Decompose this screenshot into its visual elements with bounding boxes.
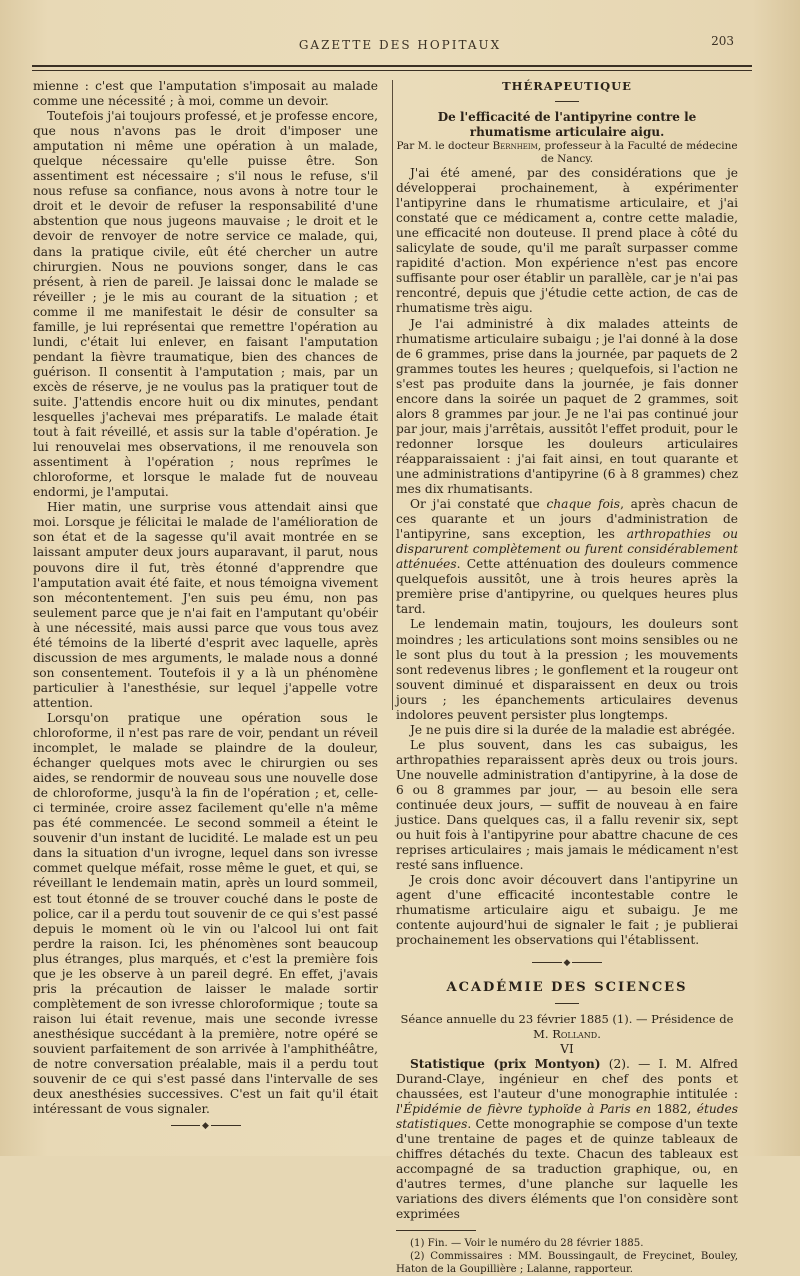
header-rule [32, 65, 752, 67]
paragraph [396, 497, 738, 617]
footnote: (1) Fin. — Voir le numéro du 28 février 1885. [410, 1238, 644, 1250]
left-column [33, 79, 378, 1135]
president-name: Rolland [552, 1026, 598, 1041]
seance-end: . [597, 1026, 601, 1041]
article-title: De l'efficacité de l'antipyrine contre le rhumatisme articulaire aigu. [437, 110, 697, 140]
seance-line [396, 1012, 738, 1042]
byline [396, 140, 738, 166]
text: 1882, [651, 1101, 697, 1116]
emphasis: arthropathies ou disparurent complètement ou furent considérablement atténuées [396, 527, 738, 572]
paragraph: Je ne puis dire si la durée de la maladie est abrégée. [410, 722, 736, 737]
seance-text: Séance annuelle du 23 février 1885 (1). — Présidence de M. [400, 1011, 734, 1041]
paragraph: Je crois donc avoir découvert dans l'antipyrine un agent d'une efficacité incontestable contre le rhumatisme articulaire aigu et subaigu. Je me contente aujourd'hui de signaler le fait ; je publierai prochainement les observations qui l'établissent. [396, 873, 738, 948]
text: (2). — I. M. Alfred Durand-Claye, ingénieur en chef des ponts et chaussées, est l'auteur d'une monographie intitulée : [396, 1056, 738, 1101]
emphasis: l'Épidémie de fièvre typhoïde à Paris en [396, 1101, 652, 1116]
end-ornament: ◆ [33, 1119, 378, 1133]
paragraph: Le lendemain matin, toujours, les douleurs sont moindres ; les articulations sont moins sensibles ou ne le sont plus du tout à la pression ; les mouvements sont redevenus libres ; le gonflement et la rougeur ont souvent diminué et disparaissent en deux ou trois jours ; les épanchements articulaires devenus indolores peuvent persister plus longtemps. [396, 617, 738, 722]
paragraph: Hier matin, une surprise vous attendait ainsi que moi. Lorsque je félicitai le malade de l'amélioration de son état et de la sagesse qu'il avait montrée en se laissant amputer deux jours auparavant, il parut, nous pouvons dire il fut, très étonné d'apprendre que l'amputation avait été faite, et nous témoigna vivement son mécontentement. J'en suis peu ému, non pas seulement parce que je n'ai fait en l'amputant qu'obéir à une nécessité, mais aussi parce que vous tous avez été témoins de la liberté d'esprit avec laquelle, après discussion de mes arguments, le malade nous a donné son consentement. Toutefois il y a là un phénomène particulier à l'anesthésie, sur lequel j'appelle votre attention. [33, 500, 378, 710]
paragraph: Le plus souvent, dans les cas subaigus, les arthropathies reparaissent après deux ou trois jours. Une nouvelle administration d'antipyrine, à la dose de 6 ou 8 grammes par jour, — au besoin elle sera continuée deux jours, — suffit de nouveau à en faire justice. Dans quelques cas, il a fallu revenir six, sept ou huit fois à l'antipyrine pour abattre chacune de ces reprises articulaires ; mais jamais le médicament n'est resté sans influence. [396, 737, 738, 873]
footnote-rule [396, 1230, 476, 1231]
running-head [0, 34, 800, 58]
subsection-title: Statistique (prix Montyon) [410, 1056, 601, 1071]
footnote: (2) Commissaires : MM. Boussingault, de Freycinet, Bouley, Haton de la Goupillière ; Lalanne, rapporteur. [396, 1251, 738, 1276]
byline-suffix: , professeur à la Faculté de médecine de Nancy. [537, 140, 738, 166]
paragraph: Lorsqu'on pratique une opération sous le chloroforme, il n'est pas rare de voir, pendant un réveil incomplet, le malade se plaindre de la douleur, échanger quelques mots avec le chirurgien ou ses aides, se rendormir de nouveau sous une nouvelle dose de chloroforme, jusqu'à la fin de l'opération ; et, celle-ci terminée, croire assez facilement qu'elle n'a même pas été commencée. Le second sommeil a éteint le souvenir d'un instant de lucidité. Le malade est un peu dans la situation d'un ivrogne, lequel dans son ivresse commet quelque méfait, rosse même le guet, et qui, se réveillant le lendemain matin, après un lourd sommeil, est tout étonné de se trouver couché dans le poste de police, car il a perdu tout souvenir de ce qui s'est passé depuis le moment où le vin ou l'alcool lui ont fait perdre la raison. Ici, les phénomènes sont beaucoup plus étranges, plus marqués, et c'est la première fois que je les observe à un pareil degré. En effet, j'avais pris la précaution de laisser le malade sortir complètement de son ivresse chloroformique ; toute sa raison lui était revenue, mais une seconde ivresse anesthésique succédant à la première, notre opéré se souvient parfaitement de son arrivée à l'amphithéâtre, de notre conversation préalable, mais il a perdu tout souvenir de ce qui s'est passé dans l'intervalle de ses deux anesthésies successives. C'est un fait qu'il était intéressant de vous signaler. [33, 710, 378, 1117]
paragraph: Je l'ai administré à dix malades atteints de rhumatisme articulaire subaigu ; je l'ai donné à la dose de 6 grammes, prise dans la journée, par paquets de 2 grammes toutes les heures ; quelquefois, si l'action ne s'est pas produite dans la journée, je fais donner encore dans la soirée un paquet de 2 grammes, soit alors 8 grammes par jour. Je ne l'ai pas continué jour par jour, mais j'arrêtais, aussitôt l'effet produit, pour le redonner lorsque les douleurs articulaires réapparaissaient : j'ai fait ainsi, en tout quarante et une administrations d'antipyrine (6 à 8 grammes) chez mes dix rhumatisants. [396, 316, 738, 497]
text: . Cette monographie se compose d'un texte d'une trentaine de pages et de quinze tableaux de chiffres détachés du texte. Chacun des tableaux est accompagné de sa traduction graphique, ou, en d'autres termes, d'une planche sur laquelle les variations des divers éléments que l'on considère sont exprimées [396, 1116, 738, 1222]
right-column [396, 79, 738, 1276]
emphasis: études statistiques [396, 1101, 738, 1131]
header-rule-thin [32, 70, 752, 71]
section-ornament: ◆ [396, 956, 738, 970]
section-title: THÉRAPEUTIQUE [502, 79, 632, 93]
text: Or j'ai constaté que [410, 497, 547, 512]
emphasis: chaque fois [546, 497, 621, 512]
section-number: VI [560, 1041, 574, 1056]
publication-title: GAZETTE DES HOPITAUX [298, 38, 502, 52]
paragraph: J'ai été amené, par des considérations que je développerai prochainement, à expérimenter l'antipyrine dans le rhumatisme articulaire, et j'ai constaté que ce médicament a, contre cette maladie, une efficacité non douteuse. Il prend place à côté du salicylate de soude, qu'il me paraît surpasser comme rapidité d'action. Mon expérience n'est pas encore suffisante pour oser établir un parallèle, car je n'ai pas rencontré, depuis que j'étudie cette action, de cas de rhumatisme très aigu. [396, 166, 738, 316]
text: . Cette atténuation des douleurs commence quelquefois aussitôt, une à trois heures après la première prise d'antipyrine, ou quelques heures plus tard. [396, 557, 738, 617]
academy-rule [555, 1003, 579, 1004]
paragraph: Toutefois j'ai toujours professé, et je professe encore, que nous n'avons pas le droit d'imposer une amputation ni même une opération à un malade, quelque nécessaire qu'elle puisse être. Son assentiment est nécessaire ; s'il nous le refuse, s'il nous refuse sa confiance, nous avons à notre tour le droit et le devoir de refuser la responsabilité d'une abstention que nous jugeons mauvaise ; le droit et le devoir de renvoyer de notre service ce malade, qui, dans la pratique civile, eût été chercher un autre chirurgien. Nous ne pouvions songer, dans le cas présent, à rien de pareil. Je laissai donc le malade se réveiller ; je le mis au courant de la situation ; et comme il me manifestait le désir de consulter sa famille, je lui représentai que remettre l'opération au lundi, c'était lui enlever, en faisant l'amputation pendant la fièvre traumatique, bien des chances de guérison. Il consentit à l'amputation ; mais, par un excès de réserve, je ne voulus pas la pratiquer tout de suite. J'attendis encore huit ou dix minutes, pendant lesquelles j'achevai mes préparatifs. Le malade était tout à fait réveillé, et assis sur la table d'opération. Je lui renouvelai mes observations, il me renouvela son assentiment à l'opération ; nous reprîmes le chloroforme, et lorsque le malade fut de nouveau endormi, je l'amputai. [33, 109, 378, 500]
byline-author: Bernheim [492, 140, 538, 153]
title-rule [555, 101, 579, 102]
paragraph: mienne : c'est que l'amputation s'imposait au malade comme une nécessité ; à moi, comme un devoir. [33, 79, 378, 109]
text: , après chacun de ces quarante et un jours d'administration de l'antipyrine, sans exception, les [396, 497, 739, 542]
column-divider [392, 80, 393, 710]
page-number: 203 [711, 34, 734, 48]
paragraph [396, 1057, 738, 1223]
academy-title: ACADÉMIE DES SCIENCES [446, 980, 688, 996]
byline-prefix: Par M. le docteur [396, 140, 490, 153]
